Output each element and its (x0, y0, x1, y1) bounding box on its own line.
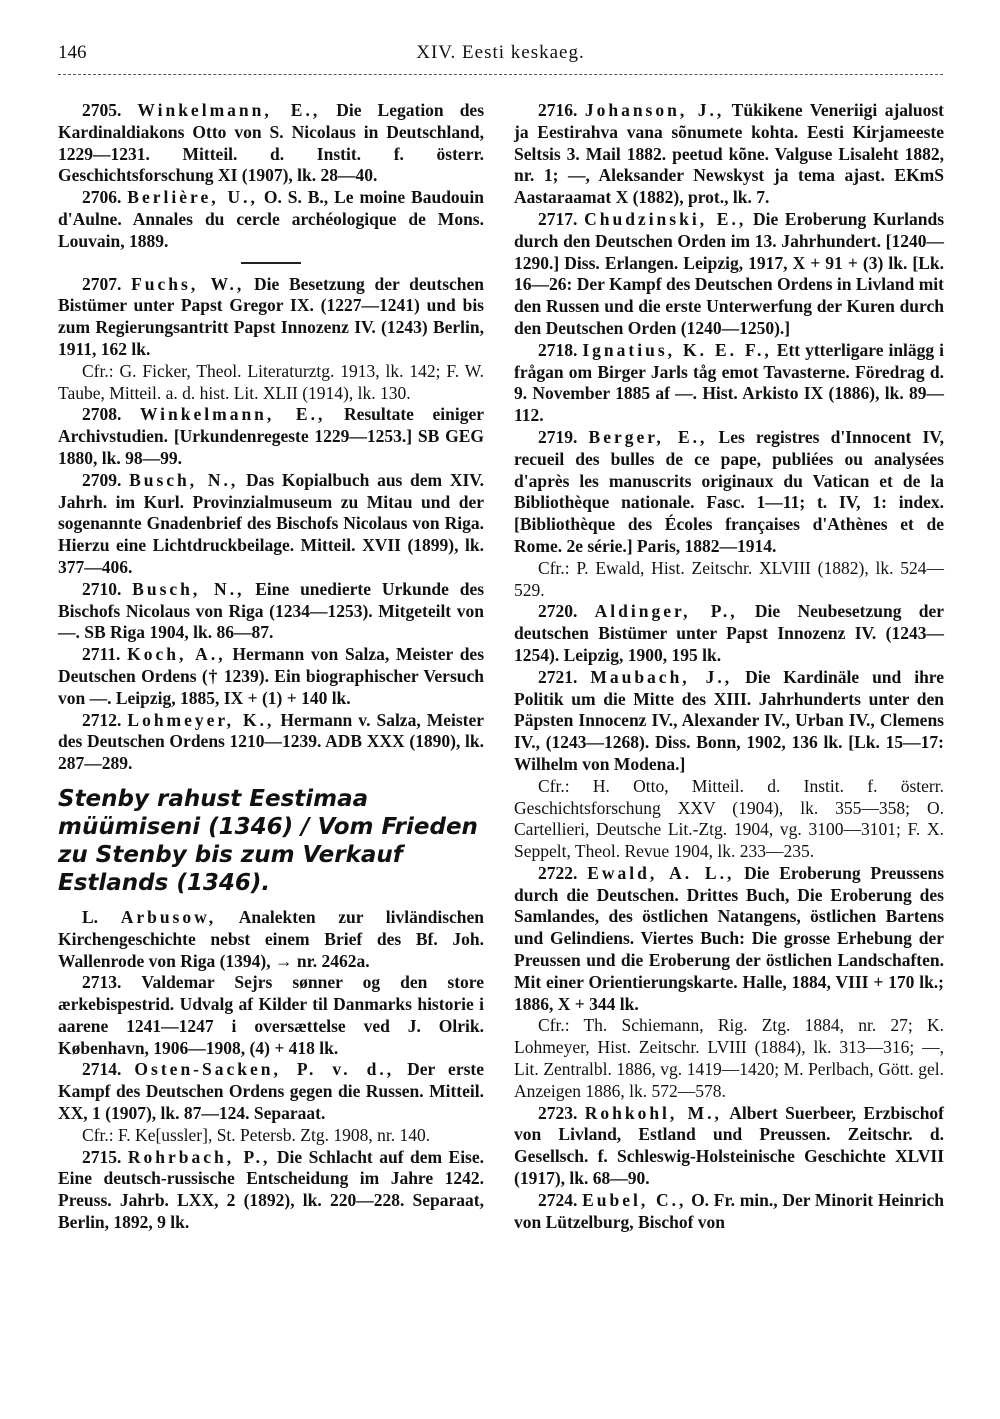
entry-text: Hermann v. Salza, Meister des Deutschen Ordens 1210—1239. ADB XXX (1890), lk. 287—289. (58, 709, 485, 774)
entry-author: Busch, N., (129, 469, 239, 490)
entry-author: Koch, A., (127, 644, 226, 665)
entry-author: Lohmeyer, K., (127, 709, 275, 730)
entry-number: 2709. (82, 469, 122, 490)
bib-entry (58, 710, 484, 775)
entry-text: Die Neubesetzung der deutschen Bistümer unter Papst Innozenz IV. (1243—1254). Leipzig, 1900, 195 lk. (514, 601, 945, 665)
bib-entry (514, 601, 944, 666)
running-head (58, 42, 943, 72)
entry-number: 2719. (538, 426, 578, 447)
entry-text: Albert Suerbeer, Erzbischof von Livland, Estland und Preussen. Zeitschr. d. Gesellsch. f. Schleswig-Holsteinische Geschichte XLVII (1917), lk. 68—90. (514, 1102, 945, 1189)
running-title: XIV. Eesti keskaeg. (416, 42, 585, 63)
entry-number: L. (82, 906, 99, 927)
entry-author: Eubel, C., (582, 1189, 687, 1210)
entry-author: Rohkohl, M., (584, 1102, 722, 1123)
page-number: 146 (58, 42, 87, 63)
entry-number: 2716. (538, 100, 578, 120)
bib-entry (514, 1190, 944, 1234)
left-column (58, 100, 484, 1234)
entry-text: Die Schlacht auf dem Eise. Eine deutsch-russische Entscheidung im Jahre 1242. Preuss. Jahrb. LXX, 2 (1892), lk. 220—228. Separaat, Berlin, 1892, 9 lk. (58, 1146, 485, 1233)
entry-number: 2714. (82, 1059, 122, 1080)
bib-entry (514, 863, 944, 1016)
entry-cfr: Cfr.: F. Ke[ussler], St. Petersb. Ztg. 1908, nr. 140. (82, 1124, 431, 1145)
entry-author: Winkelmann, E., (139, 404, 326, 425)
bib-entry (514, 340, 944, 427)
entry-author: Rohrbach, P., (127, 1146, 271, 1167)
entry-text: Die Eroberung Kurlands durch den Deutschen Orden im 13. Jahrhundert. [1240—1290.] Diss. Erlangen. Leipzig, 1917, X + 91 + (3) lk. [Lk. 16—26: Der Kampf des Deutschen Ordens in Livland mit den Russen und die erste Unterwerfung der Kuren durch den Deutschen Orden (1240—1250).] (514, 208, 944, 338)
bib-entry (514, 427, 944, 558)
entry-author: Aldinger, P., (594, 601, 738, 622)
entry-author: Osten-Sacken, P. v. d., (134, 1059, 395, 1080)
bib-entry (58, 644, 484, 709)
entry-text: Valdemar Sejrs sønner og den store ærkebispestrid. Udvalg af Kilder til Danmarks historie i aarene 1241—1247 i oversættelse ved J. Olrik. København, 1906—1908, (4) + 418 lk. (58, 972, 485, 1058)
bib-entry (58, 470, 484, 579)
entry-author: Ewald, A. L., (587, 862, 735, 883)
entry-number: 2707. (82, 273, 122, 294)
entry-text: Der erste Kampf des Deutschen Ordens gegen die Russen. Mitteil. XX, 1 (1907), lk. 87—124. Separaat. (58, 1059, 484, 1124)
bib-entry (514, 100, 944, 209)
entry-number: 2718. (538, 339, 578, 360)
bib-entry (58, 972, 484, 1059)
entry-cfr: Cfr.: H. Otto, Mitteil. d. Instit. f. österr. Geschichtsforschung XXV (1904), lk. 355—358; O. Cartellieri, Deutsche Lit.-Ztg. 1904, vg. 3100—3101; F. X. Seppelt, Theol. Revue 1904, lk. 233—235. (514, 775, 944, 862)
entry-number: 2712. (82, 709, 122, 730)
bib-entry (58, 187, 484, 252)
entry-text: Die Eroberung Preussens durch die Deutschen. Drittes Buch, Die Eroberung des Samlandes, des östlichen Natangens, östlichen Bartens und Gelindiens. Viertes Buch: Die grosse Erhebung der Preussen und die Eroberung der östlichen Landschaften. Mit einer Orientierungskarte. Halle, 1884, VIII + 170 lk.; 1886, X + 344 lk. (514, 862, 945, 1014)
bib-entry (58, 274, 484, 361)
entry-number: 2724. (538, 1189, 578, 1210)
entry-author: Johanson, J., (584, 100, 725, 120)
entry-text: Die Kardinäle und ihre Politik um die Mitte des XIII. Jahrhunderts unter den Päpsten Innocenz IV., Alexander IV., Urban IV., Clemens IV., (1243—1268). Diss. Bonn, 1902, 136 lk. [Lk. 15—17: Wilhelm von Modena.] (514, 666, 945, 774)
bib-entry (514, 209, 944, 340)
bib-entry (58, 579, 484, 644)
bib-entry (58, 907, 484, 972)
entry-number: 2708. (82, 404, 122, 425)
entry-text: Das Kopialbuch aus dem XIV. Jahrh. im Kurl. Provinzialmuseum zu Mitau und der sogenannte Gnadenbrief des Bischofs Nicolaus von Riga. Hierzu eine Lichtdruckbeilage. Mitteil. XVII (1899), lk. 377—406. (58, 469, 485, 577)
entry-number: 2723. (538, 1102, 578, 1123)
entry-text: Die Besetzung der deutschen Bistümer unter Papst Gregor IX. (1227—1241) und bis zum Regierungsantritt Papst Innozenz IV. (1243) Berlin, 1911, 162 lk. (58, 273, 485, 359)
entry-number: 2715. (82, 1146, 122, 1167)
entry-text: Analekten zur livländischen Kirchengeschichte nebst einem Brief des Bf. Joh. Wallenrode von Riga (1394), → nr. 2462a. (58, 906, 485, 971)
right-column (514, 100, 944, 1233)
entry-number: 2717. (538, 208, 578, 229)
entry-text: Tükikene Veneriigi ajaluost ja Eestirahva vana sõnumete kohta. Eesti Kirjameeste Seltsis 3. Mail 1882. peetud kõne. Valguse Lisaleht 1882, nr. 1; —, Aleksander Newskyst ja tema ajast. EKmS Aastaraamat X (1882), prot., lk. 7. (514, 100, 944, 208)
entry-number: 2710. (82, 578, 122, 599)
entry-text: Ett ytterligare inlägg i frågan om Birger Jarls tåg emot Tavasterne. Föredrag d. 9. November 1885 af —. Hist. Arkisto IX (1886), lk. 89—112. (514, 339, 945, 426)
entry-author: Busch, N., (132, 578, 245, 599)
entry-author: Winkelmann, E., (137, 100, 321, 120)
entry-number: 2706. (82, 187, 122, 208)
entry-number: 2720. (538, 601, 578, 622)
entry-author: Arbusow, (120, 906, 217, 927)
entry-text: Hermann von Salza, Meister des Deutschen Ordens († 1239). Ein biographischer Versuch von —. Leipzig, 1885, IX + (1) + 140 lk. (58, 644, 485, 708)
entry-number: 2711. (82, 644, 121, 665)
section-heading: Stenby rahust Eestimaa müümiseni (1346) / Vom Frieden zu Stenby bis zum Verkauf Estlands (1346). (58, 785, 478, 896)
bib-entry (58, 100, 484, 187)
entry-author: Ignatius, K. E. F., (582, 339, 772, 360)
bib-entry (514, 1103, 944, 1190)
entry-author: Maubach, J., (590, 666, 733, 687)
bib-entry (514, 667, 944, 776)
separator-rule (241, 262, 301, 264)
entry-number: 2705. (82, 100, 122, 120)
entry-author: Fuchs, W., (131, 273, 245, 294)
bib-entry (58, 1147, 484, 1234)
entry-text: Eine unedierte Urkunde des Bischofs Nicolaus von Riga (1234—1253). Mitgeteilt von —. SB Riga 1904, lk. 86—87. (58, 578, 485, 643)
entry-text: Les registres d'Innocent IV, recueil des bulles de ce pape, publiées ou analysées d'après les manuscrits originaux du Vatican et de la Bibliothèque nationale. Fasc. 1—11; t. IV, 1: index. [Bibliothèque des Écoles françaises d'Athènes et de Rome. 2e série.] Paris, 1882—1914. (514, 426, 945, 556)
entry-cfr: Cfr.: Th. Schiemann, Rig. Ztg. 1884, nr. 27; K. Lohmeyer, Hist. Zeitschr. LVIII (1884), lk. 313—316; —, Lit. Zentralbl. 1886, vg. 1419—1420; M. Perlbach, Gött. gel. Anzeigen 1886, lk. 572—578. (514, 1015, 944, 1101)
entry-author: Berlière, U., (127, 187, 258, 208)
entry-text: O. S. B., Le moine Baudouin d'Aulne. Annales du cercle archéologique de Mons. Louvain, 1889. (58, 187, 485, 251)
entry-text: Die Legation des Kardinaldiakons Otto von S. Nicolaus in Deutschland, 1229—1231. Mitteil. d. Instit. f. österr. Geschichtsforschung XI (1907), lk. 28—40. (58, 100, 485, 186)
entry-author: Chudzinski, E., (584, 208, 747, 229)
entry-number: 2722. (538, 862, 578, 883)
bib-entry (58, 1059, 484, 1124)
entry-number: 2721. (538, 666, 578, 687)
entry-number: 2713. (82, 972, 122, 993)
header-rule (58, 74, 943, 75)
entry-cfr: Cfr.: P. Ewald, Hist. Zeitschr. XLVIII (1882), lk. 524—529. (514, 557, 944, 600)
entry-text: O. Fr. min., Der Minorit Heinrich von Lützelburg, Bischof von (514, 1189, 945, 1232)
bib-entry (58, 404, 484, 469)
entry-author: Berger, E., (588, 426, 708, 447)
entry-cfr: Cfr.: G. Ficker, Theol. Literaturztg. 1913, lk. 142; F. W. Taube, Mitteil. a. d. hist. Lit. XLII (1914), lk. 130. (58, 360, 484, 403)
entry-text: Resultate einiger Archivstudien. [Urkundenregeste 1229—1253.] SB GEG 1880, lk. 98—99. (58, 404, 485, 468)
